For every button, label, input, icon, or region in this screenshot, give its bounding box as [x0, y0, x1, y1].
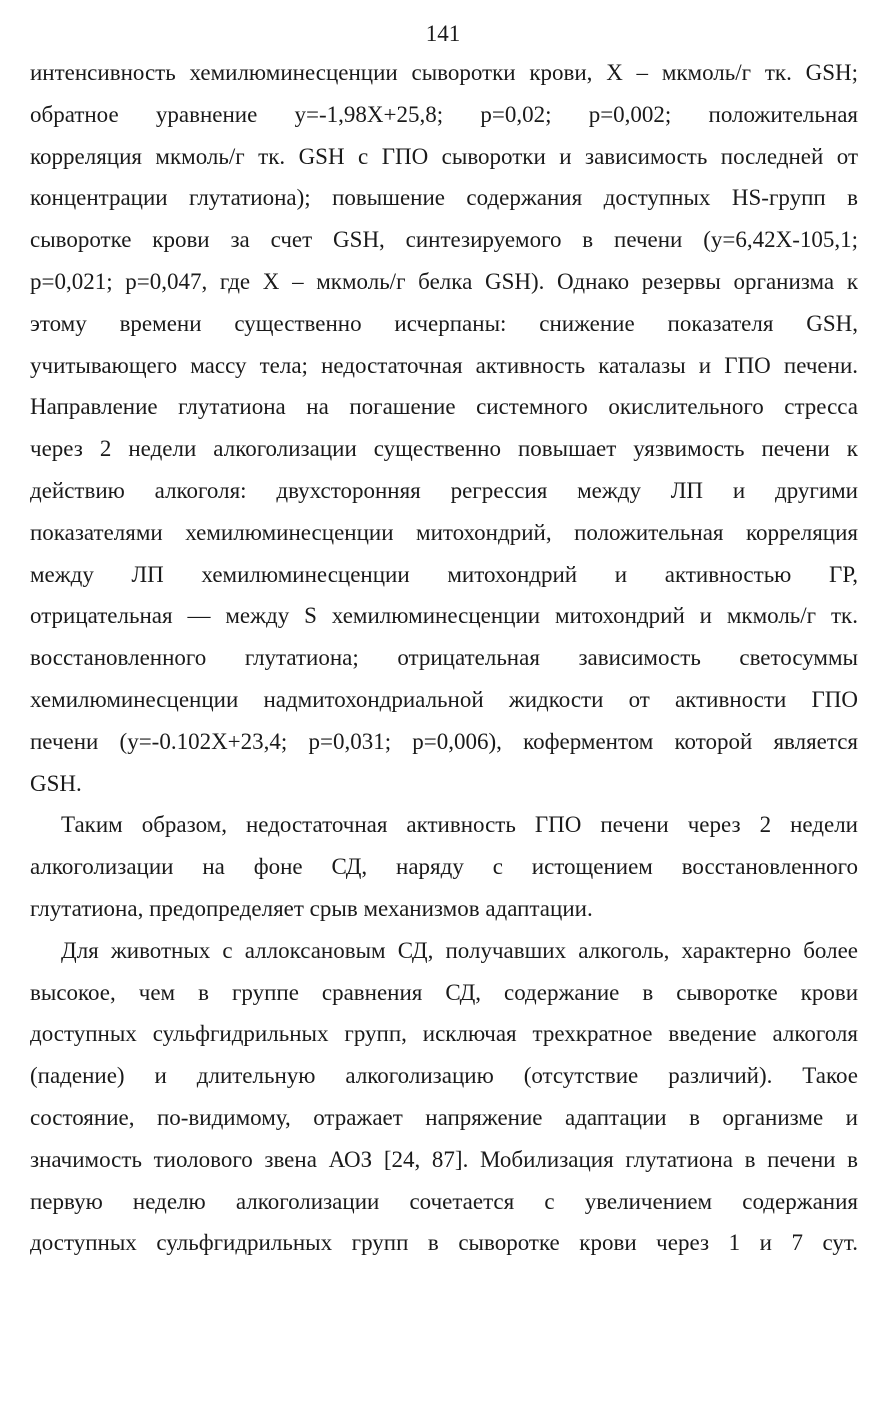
text-line: глутатиона, предопределяет срыв механизмов адаптации.: [30, 895, 593, 921]
text-line: значимость тиолового звена АОЗ [24, 87]. Мобилизация глутатиона в печени в: [30, 1146, 858, 1172]
text-line: показателями хемилюминесценции митохондрий, положительная корреляция: [30, 519, 858, 545]
text-line: отрицательная — между S хемилюминесценции митохондрий и мкмоль/г тк.: [30, 603, 858, 629]
text-line: концентрации глутатиона); повышение содержания доступных HS-групп в: [30, 185, 858, 211]
text-line: алкоголизации на фоне СД, наряду с истощением восстановленного: [30, 854, 858, 880]
text-line: высокое, чем в группе сравнения СД, содержание в сыворотке крови: [30, 979, 858, 1005]
text-line: восстановленного глутатиона; отрицательная зависимость светосуммы: [30, 645, 858, 671]
text-line: p=0,021; p=0,047, где X – мкмоль/г белка GSH). Однако резервы организма к: [30, 268, 858, 294]
text-line: Для животных с аллоксановым СД, получавших алкоголь, характерно более: [61, 937, 858, 963]
text-line: между ЛП хемилюминесценции митохондрий и активностью ГР,: [30, 561, 858, 587]
text-line: через 2 недели алкоголизации существенно повышает уязвимость печени к: [30, 436, 858, 462]
body-text: [30, 52, 858, 1264]
text-line: доступных сульфгидрильных групп, исключая трехкратное введение алкоголя: [30, 1021, 858, 1047]
text-line: доступных сульфгидрильных групп в сыворотке крови через 1 и 7 сут.: [30, 1230, 858, 1256]
text-line: состояние, по-видимому, отражает напряжение адаптации в организме и: [30, 1104, 858, 1130]
text-line: Таким образом, недостаточная активность ГПО печени через 2 недели: [61, 812, 858, 838]
text-line: корреляция мкмоль/г тк. GSH с ГПО сыворотки и зависимость последней от: [30, 143, 858, 169]
text-line: (падение) и длительную алкоголизацию (отсутствие различий). Такое: [30, 1063, 858, 1089]
text-line: печени (y=-0.102X+23,4; p=0,031; p=0,006), коферментом которой является: [30, 728, 858, 754]
text-line: учитывающего массу тела; недостаточная активность каталазы и ГПО печени.: [30, 352, 858, 378]
text-line: этому времени существенно исчерпаны: снижение показателя GSH,: [30, 310, 858, 336]
text-line: интенсивность хемилюминесценции сыворотки крови, X – мкмоль/г тк. GSH;: [30, 60, 858, 85]
text-line: действию алкоголя: двухсторонняя регрессия между ЛП и другими: [30, 477, 858, 503]
text-line: обратное уравнение y=-1,98X+25,8; p=0,02; p=0,002; положительная: [30, 101, 858, 127]
page-number: 141: [425, 21, 461, 46]
text-line: первую неделю алкоголизации сочетается с увеличением содержания: [30, 1188, 858, 1214]
text-line: хемилюминесценции надмитохондриальной жидкости от активности ГПО: [30, 686, 858, 712]
text-line: GSH.: [30, 770, 82, 796]
text-line: сыворотке крови за счет GSH, синтезируемого в печени (y=6,42X-105,1;: [30, 227, 858, 253]
text-line: Направление глутатиона на погашение системного окислительного стресса: [30, 394, 858, 420]
